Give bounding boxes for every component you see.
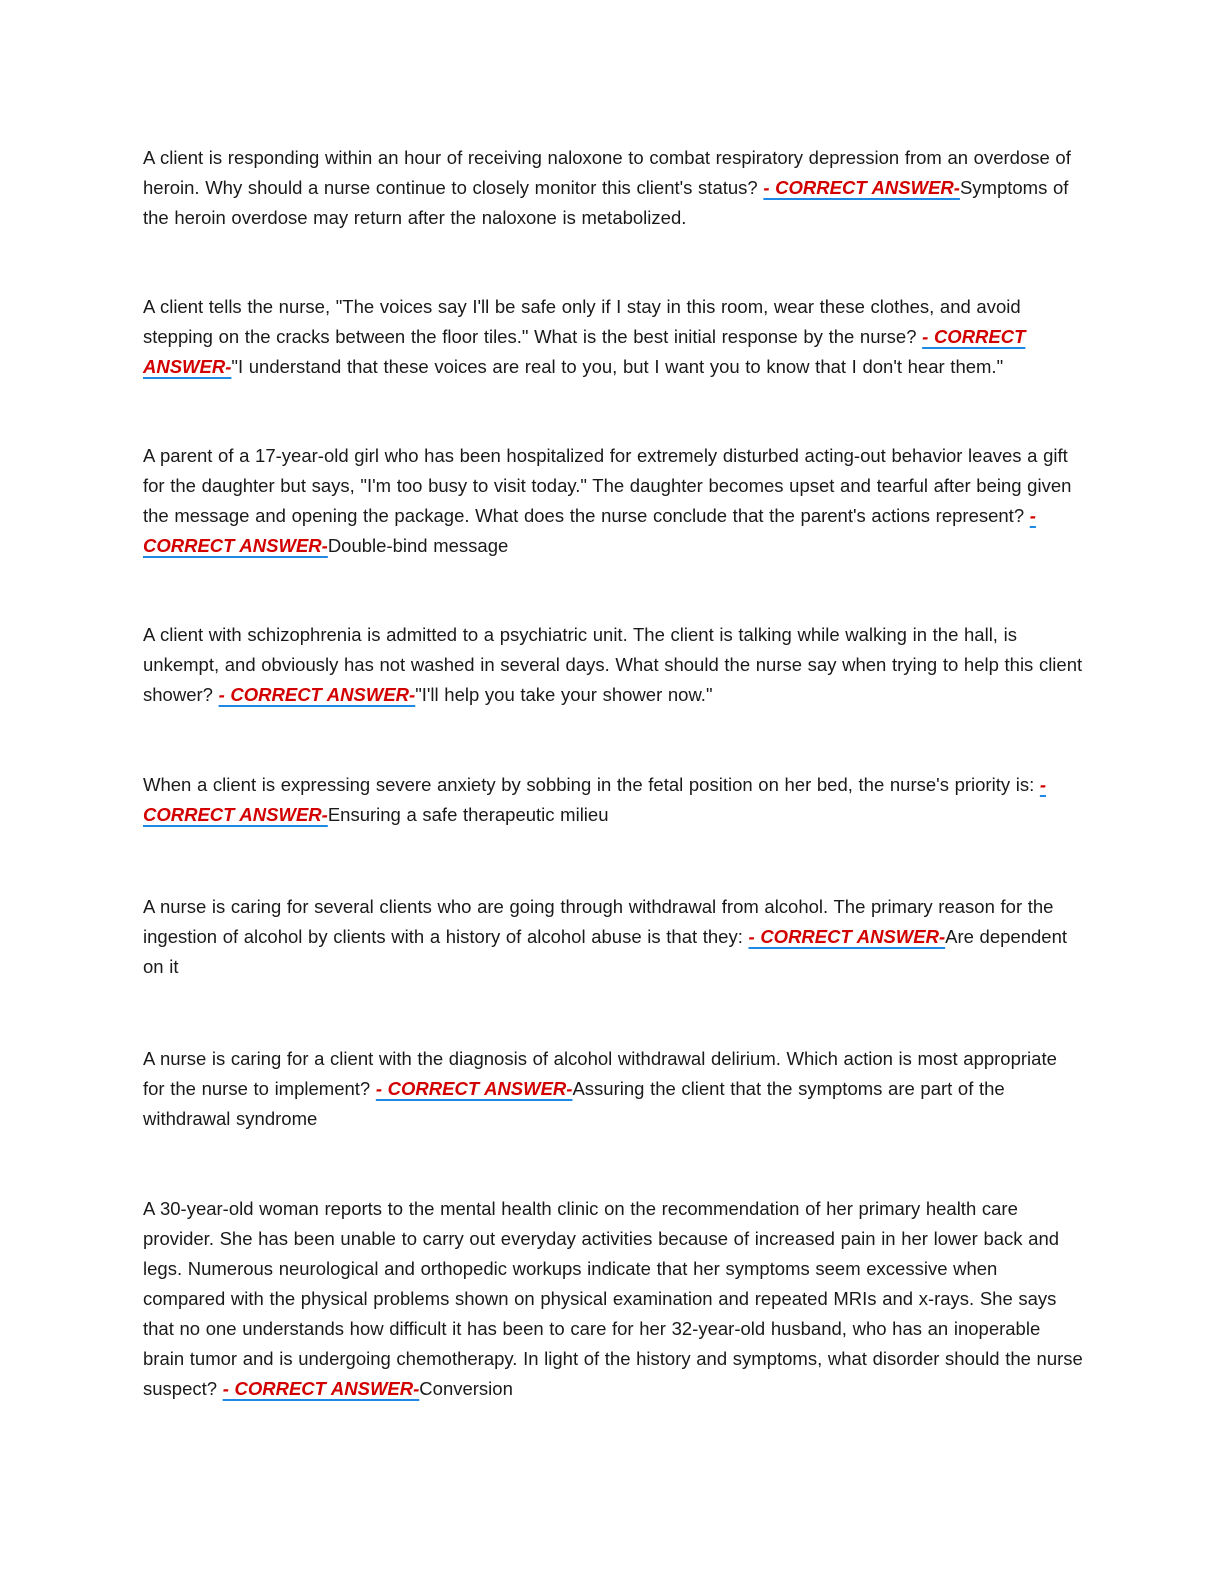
answer-text: Are dependent on it <box>143 926 1068 977</box>
answer-text: Double-bind message <box>327 535 509 556</box>
qa-item-5 <box>143 770 1083 830</box>
question-text: A client tells the nurse, "The voices say I'll be safe only if I stay in this room, wear these clothes, and avoid stepping on the cracks between the floor tiles." What is the best initial response by the nurse? <box>143 296 1021 347</box>
correct-answer-label: - CORRECT ANSWER- <box>748 926 946 947</box>
answer-text: "I understand that these voices are real to you, but I want you to know that I don't hear them." <box>231 356 1004 377</box>
question-text: A nurse is caring for several clients who are going through withdrawal from alcohol. The primary reason for the ingestion of alcohol by clients with a history of alcohol abuse is that they: <box>143 896 1054 947</box>
question-text: When a client is expressing severe anxiety by sobbing in the fetal position on her bed, the nurse's priority is: <box>143 774 1040 795</box>
correct-answer-label: - CORRECT ANSWER- <box>143 774 1047 825</box>
correct-answer-label: - CORRECT ANSWER- <box>763 177 960 198</box>
qa-item-3 <box>143 441 1083 561</box>
correct-answer-label: - CORRECT ANSWER- <box>375 1078 573 1099</box>
qa-item-7 <box>143 1044 1083 1134</box>
question-text: A 30-year-old woman reports to the mental health clinic on the recommendation of her primary health care provider. She has been unable to carry out everyday activities because of increased pain in her lower back and legs. Numerous neurological and orthopedic workups indicate that her symptoms seem excessive when compared with the physical problems shown on physical examination and repeated MRIs and x-rays. She says that no one understands how difficult it has been to care for her 32-year-old husband, who has an inoperable brain tumor and is undergoing chemotherapy. In light of the history and symptoms, what disorder should the nurse suspect? <box>143 1198 1083 1399</box>
answer-text: Conversion <box>419 1378 513 1399</box>
question-text: A parent of a 17-year-old girl who has been hospitalized for extremely disturbed acting-out behavior leaves a gift for the daughter but says, "I'm too busy to visit today." The daughter becomes upset and tearful after being given the message and opening the package. What does the nurse conclude that the parent's actions represent? <box>143 445 1072 526</box>
answer-text: Assuring the client that the symptoms are part of the withdrawal syndrome <box>143 1078 1005 1129</box>
qa-item-4 <box>143 620 1083 710</box>
document-page <box>143 143 1083 1463</box>
qa-item-2 <box>143 292 1083 382</box>
question-text: A nurse is caring for a client with the diagnosis of alcohol withdrawal delirium. Which action is most appropriate for the nurse to implement? <box>143 1048 1057 1099</box>
qa-item-1 <box>143 143 1083 233</box>
correct-answer-label: - CORRECT ANSWER- <box>143 326 1026 377</box>
correct-answer-label: - CORRECT ANSWER- <box>222 1378 420 1399</box>
answer-text: Ensuring a safe therapeutic milieu <box>327 804 609 825</box>
qa-item-6 <box>143 892 1083 982</box>
qa-item-8 <box>143 1194 1083 1404</box>
correct-answer-label: - CORRECT ANSWER- <box>143 505 1036 556</box>
question-text: A client with schizophrenia is admitted to a psychiatric unit. The client is talking while walking in the hall, is unkempt, and obviously has not washed in several days. What should the nurse say when trying to help this client shower? <box>143 624 1083 705</box>
correct-answer-label: - CORRECT ANSWER- <box>218 684 416 705</box>
answer-text: Symptoms of the heroin overdose may return after the naloxone is metabolized. <box>143 177 1069 228</box>
answer-text: "I'll help you take your shower now." <box>415 684 713 705</box>
question-text: A client is responding within an hour of receiving naloxone to combat respiratory depression from an overdose of heroin. Why should a nurse continue to closely monitor this client's status? <box>143 147 1071 198</box>
